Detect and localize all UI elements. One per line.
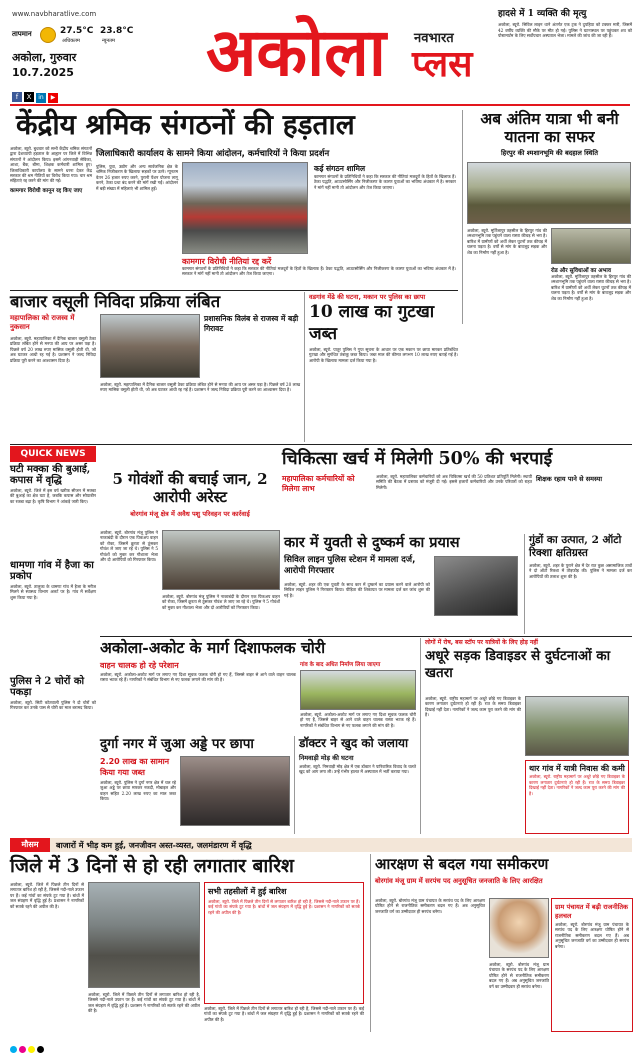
brief-headline: हादसे में 1 व्यक्ति की मृत्यु bbox=[498, 9, 587, 19]
sarpanch-body-2: अकोला, ब्यूरो. बोरगांव मंजू ग्राम पंचायत के सरपंच पद के लिए आरक्षण घोषित होने से राजनीतिक समीकरण बदल गए हैं। अब अनुसूचित जनजाति वर्ग का उम्मीदवार ही सरपंच बनेगा। bbox=[489, 962, 549, 989]
baarish-box-head: सभी तहसीलों में हुई बारिश bbox=[208, 887, 287, 896]
lead-subhead: जिलाधिकारी कार्यालय के सामने किया आंदोलन, कर्मचारियों ने किया प्रदर्शन bbox=[96, 149, 330, 159]
chikitsa-side-kicker: शिक्षक रहाय पाने से समस्या bbox=[536, 475, 603, 483]
masthead-rule bbox=[10, 104, 630, 106]
jua-headline: दुर्गा नगर में जुआ अड्डे पर छापा bbox=[100, 736, 254, 752]
issue-date: 10.7.2025 bbox=[12, 66, 74, 79]
brand-bottom: प्लस bbox=[412, 43, 473, 85]
doctor-body: अकोला, ब्यूरो. निमवाड़ी मोड़ क्षेत्र में एक डॉक्टर ने पारिवारिक विवाद के चलते खुद को आग लगा ली। उन्हें गंभीर हालत में अस्पताल में भर्ती कराया गया। bbox=[299, 764, 416, 775]
chikitsa-body: अकोला, ब्यूरो. महापालिका कर्मचारियों को अब चिकित्सा खर्च की 50 प्रतिशत प्रतिपूर्ति मिलेगी। स्थायी समिति की बैठक में प्रस्ताव को मंजूरी दी गई। इससे हजारों कर्मचारियों और उनके परिवारों को राहत मिलेगी। bbox=[376, 474, 532, 490]
baarish-body-2: अकोला, ब्यूरो. जिले में पिछले तीन दिनों से लगातार बारिश हो रही है, जिससे नदी-नाले उफान पर हैं। कई गांवों का संपर्क टूट गया है। बांधों में जल संग्रहण में वृद्धि हुई है। प्रशासन ने नागरिकों को सतर्क रहने की अपील की है। bbox=[88, 992, 200, 1014]
bazar-sub-kicker: प्रशासनिक विलंब से राजस्व में बड़ी गिरावट bbox=[204, 314, 299, 333]
baarish-body-3: अकोला, ब्यूरो. जिले में पिछले तीन दिनों से लगातार बारिश हो रही है, जिससे नदी-नाले उफान पर हैं। कई गांवों का संपर्क टूट गया है। बांधों में जल संग्रहण में वृद्धि हुई है। प्रशासन ने नागरिकों को सतर्क रहने की अपील की है। bbox=[204, 1006, 364, 1022]
gutkha-body: अकोला, ब्यूरो. पातूर पुलिस ने गुप्त सूचना के आधार पर एक मकान पर छापा मारकर प्रतिबंधित गुटखा और सुगंधित तंबाकू जब्त किया। जब्त माल की कीमत लगभग 10 लाख रुपए बताई गई है। आरोपी के खिलाफ मामला दर्ज किया गया है। bbox=[309, 347, 458, 363]
yatra-body: अकोला, ब्यूरो. मूर्तिजापुर तहसील के हिरपुर गांव की श्मशानभूमि तक पहुंचने वाला रास्ता कीचड़ से भरा है। बारिश में ग्रामीणों को अर्थी लेकर घुटनों तक कीचड़ में चलना पड़ता है। वर्षों से मांग के बावजूद सड़क और शेड का निर्माण नहीं हुआ है। bbox=[467, 228, 547, 255]
car-body: अकोला, ब्यूरो. शहर की एक युवती के साथ कार में दुष्कर्म का प्रयास करने वाले आरोपी को सिविल लाइन पुलिस ने गिरफ्तार किया। पीड़िता की शिकायत पर मामला दर्ज कर जांच शुरू की गई है। bbox=[284, 582, 430, 598]
yatra-photo bbox=[467, 162, 631, 224]
qn-headline-3: पुलिस ने 2 चोरों को पकड़ा bbox=[10, 676, 85, 698]
lead-story bbox=[10, 108, 458, 288]
sarpanch-box-body: अकोला, ब्यूरो. बोरगांव मंजू ग्राम पंचायत के सरपंच पद के लिए आरक्षण घोषित होने से राजनीतिक समीकरण बदल गए हैं। अब अनुसूचित जनजाति वर्ग का उम्मीदवार ही सरपंच बनेगा। bbox=[555, 922, 629, 949]
qn-headline-2: धामणा गांव में हैजा का प्रकोप bbox=[10, 560, 94, 582]
lead-photo-caption: कामगार विरोधी नीतियां रद्द करें bbox=[182, 257, 272, 266]
baarish-box-body: अकोला, ब्यूरो. जिले में पिछले तीन दिनों से लगातार बारिश हो रही है, जिससे नदी-नाले उफान पर हैं। कई गांवों का संपर्क टूट गया है। बांधों में जल संग्रहण में वृद्धि हुई है। प्रशासन ने नागरिकों को सतर्क रहने की अपील की है। bbox=[208, 899, 360, 915]
baarish-photo bbox=[88, 882, 200, 988]
gauvansh-story bbox=[100, 470, 280, 634]
youtube-icon[interactable]: ▶ bbox=[48, 93, 58, 103]
jua-body: अकोला, ब्यूरो. पुलिस ने दुर्गा नगर क्षेत्र में चल रहे जुआ अड्डे पर छापा मारकर नकदी, मोबाइल और वाहन सहित 2.20 लाख रुपए का माल जब्त किया। bbox=[100, 780, 176, 802]
bazar-photo bbox=[100, 314, 200, 378]
lead-body-right-top: कामगार संगठनों के प्रतिनिधियों ने कहा कि सरकार की नीतियां मजदूरों के हितों के खिलाफ हैं। ठेका पद्धति, आउटसोर्सिंग और निजीकरण के कारण युवाओं का भविष्य अंधकार में है। सरकार ने मांगें नहीं मानी तो आंदोलन और तेज किया जाएगा। bbox=[314, 174, 456, 190]
sarpanch-body: अकोला, ब्यूरो. बोरगांव मंजू ग्राम पंचायत के सरपंच पद के लिए आरक्षण घोषित होने से राजनीतिक समीकरण बदल गए हैं। अब अनुसूचित जनजाति वर्ग का उम्मीदवार ही सरपंच बनेगा। bbox=[375, 898, 485, 914]
sarpanch-kicker: बोरगांव मंजू ग्राम में सरपंच पद अनुसूचित जनजाति के लिए आरक्षित bbox=[375, 877, 543, 885]
sarpanch-box-red: ग्राम पंचायत में बढ़ी राजनीतिक हलचल bbox=[555, 903, 629, 920]
yatra-photo-small bbox=[551, 228, 631, 264]
divider-box bbox=[525, 760, 629, 834]
sarpanch-photo bbox=[489, 898, 549, 958]
baarish-strap-text: बाजारों में भीड़ कम हुई, जनजीवन अस्त-व्यस्त, जलमंडारण में वृद्धि bbox=[56, 841, 252, 850]
bazar-story bbox=[10, 292, 300, 442]
goonda-story bbox=[524, 534, 632, 634]
signboard-body-2: अकोला, ब्यूरो. अकोला-अकोट मार्ग पर लगाए गए दिशा सूचक फलक चोरी हो गए हैं, जिससे बाहर से आने वाले वाहन चालक रास्ता भटक रहे हैं। नागरिकों ने संबंधित विभाग से नए फलक लगाने की मांग की है। bbox=[300, 712, 416, 728]
lead-left-kicker: कामगार विरोधी कानून रद्द किए जाए bbox=[10, 187, 83, 194]
city-day: अकोला, गुरुवार bbox=[12, 51, 77, 64]
masthead-title: अकोला bbox=[205, 13, 387, 91]
quicknews-label: QUICK NEWS bbox=[10, 446, 96, 462]
baarish-tag: मौसम bbox=[10, 838, 50, 852]
doctor-story bbox=[294, 736, 416, 834]
rule-1 bbox=[10, 290, 458, 291]
bazar-kicker: महापालिका को राजस्व में नुकसान bbox=[10, 314, 75, 331]
baarish-box bbox=[204, 882, 364, 1004]
linkedin-icon[interactable]: in bbox=[36, 93, 46, 103]
temp-min: 23.8°C bbox=[100, 26, 134, 36]
divider-box-body: अकोला, ब्यूरो. राष्ट्रीय महामार्ग पर अधूरे छोड़े गए डिवाइडर के कारण लगातार दुर्घटनाएं हो रही हैं। रात के समय डिवाइडर दिखाई नहीं देता। नागरिकों ने जल्द काम पूरा करने की मांग की है। bbox=[529, 774, 625, 796]
baarish-story bbox=[10, 854, 364, 1032]
divider-box-head: थार गांव में यात्री निवास की कमी bbox=[529, 763, 625, 773]
qn-text-2: अकोला, ब्यूरो. तालुका के धामणा गांव में हैजा के मरीज मिलने से स्वास्थ्य विभाग अलर्ट पर है। गांव में सर्वेक्षण शुरू किया गया है। bbox=[10, 584, 96, 600]
gauvansh-kicker: बोरगांव मंजू क्षेत्र में अवैध पशु परिवहन पर कार्रवाई bbox=[130, 510, 250, 518]
signboard-story bbox=[100, 638, 416, 734]
sun-icon bbox=[40, 27, 56, 43]
facebook-icon[interactable]: f bbox=[12, 92, 22, 102]
lead-body-right: कामगार संगठनों के प्रतिनिधियों ने कहा कि सरकार की नीतियां मजदूरों के हितों के खिलाफ हैं। ठेका पद्धति, आउटसोर्सिंग और निजीकरण के कारण युवाओं का भविष्य अंधकार में है। सरकार ने मांगें नहीं मानी तो आंदोलन और तेज किया जाएगा। bbox=[182, 266, 456, 277]
divider-story bbox=[420, 638, 632, 834]
divider-body: अकोला, ब्यूरो. राष्ट्रीय महामार्ग पर अधूरे छोड़े गए डिवाइडर के कारण लगातार दुर्घटनाएं हो रही हैं। रात के समय डिवाइडर दिखाई नहीं देता। नागरिकों ने जल्द काम पूरा करने की मांग की है। bbox=[425, 696, 521, 718]
jua-kicker: 2.20 लाख का सामान किया गया जब्त bbox=[100, 757, 170, 777]
lead-photo bbox=[182, 162, 308, 254]
lead-body-left: अकोला, ब्यूरो. बुधवार को सभी केंद्रीय श्रमिक संगठनों द्वारा देशव्यापी हड़ताल के आह्वान पर जिले में विभिन्न संगठनों ने आंदोलन किया। इसमें आंगनवाड़ी सेविका, आशा, बैंक, बीमा, शिक्षक कर्मचारी शामिल हुए। जिलाधिकारी कार्यालय के सामने धरना देकर केंद्र सरकार की श्रम नीतियों का विरोध किया गया। चार श्रम संहिताएं रद्द करने की मांग की गई। bbox=[10, 146, 92, 184]
baarish-strap bbox=[10, 838, 632, 852]
yatra-side-kicker: रोड और सुविधाओं का अभाव bbox=[551, 268, 611, 274]
lead-body-mid: पुलिस, युवा, उद्योग और अन्य सार्वजनिक क्षेत्र के श्रमिक निजीकरण के खिलाफ सड़कों पर उतरे। न्यूनतम वेतन 26 हजार रुपए करने, पुरानी पेंशन योजना लागू करने, ठेका प्रथा बंद करने की मांगें रखी गईं। आंदोलन में बड़ी संख्या में महिलाएं भी शामिल हुईं। bbox=[96, 164, 178, 191]
signboard-red-kicker: गांव के बाद अधित निर्माण लिया जाएगा bbox=[300, 662, 381, 668]
jua-story bbox=[100, 736, 290, 834]
divider-kicker: लोगों में रोष, बस स्टॉप पर यात्रियों के लिए होड़ नहीं bbox=[425, 639, 538, 646]
site-url[interactable]: www.navbharatlive.com bbox=[12, 10, 97, 18]
divider-photo bbox=[525, 696, 629, 756]
registration-marks bbox=[10, 1038, 90, 1048]
sarpanch-box bbox=[551, 898, 633, 1032]
yatra-story bbox=[462, 110, 632, 324]
weather-label: तापमान bbox=[12, 30, 32, 38]
doctor-headline: डॉक्टर ने खुद को जलाया bbox=[299, 736, 409, 750]
temp-max-label: अधिकतम bbox=[62, 38, 80, 44]
lead-side-kicker: कई संगठन शामिल bbox=[314, 164, 366, 173]
qn-text-1: अकोला, ब्यूरो. जिले में इस वर्ष खरीफ सीजन में मक्का की बुआई का क्षेत्र घटा है, जबकि कपास और सोयाबीन का रकबा बढ़ा है। कृषि विभाग ने आंकड़े जारी किए। bbox=[10, 488, 96, 504]
temp-min-label: न्यूनतम bbox=[102, 38, 115, 44]
brand-top: नवभारत bbox=[414, 31, 454, 46]
baarish-body: अकोला, ब्यूरो. जिले में पिछले तीन दिनों से लगातार बारिश हो रही है, जिससे नदी-नाले उफान पर हैं। कई गांवों का संपर्क टूट गया है। बांधों में जल संग्रहण में वृद्धि हुई है। प्रशासन ने नागरिकों को सतर्क रहने की अपील की है। bbox=[10, 882, 84, 909]
temp-max: 27.5°C bbox=[60, 26, 94, 36]
jua-photo bbox=[180, 756, 290, 826]
car-photo bbox=[434, 556, 518, 616]
bazar-headline: बाजार वसूली निविदा प्रक्रिया लंबित bbox=[10, 292, 221, 311]
brief-accident bbox=[498, 10, 632, 102]
qn-text-3: अकोला, ब्यूरो. सिटी कोतवाली पुलिस ने दो चोरों को गिरफ्तार कर उनके पास से चोरी का माल बरामद किया। bbox=[10, 700, 96, 711]
goonda-body: अकोला, ब्यूरो. शहर के पुराने क्षेत्र में देर रात कुछ असामाजिक तत्वों ने दो ऑटो रिक्शा में तोड़फोड़ की। पुलिस ने मामला दर्ज कर आरोपियों की तलाश शुरू की है। bbox=[529, 563, 632, 579]
signboard-photo bbox=[300, 670, 416, 710]
qn-headline-1: घटी मक्का की बुआई, कपास में वृद्धि bbox=[10, 464, 91, 486]
lead-left-col bbox=[10, 146, 92, 288]
lead-headline: केंद्रीय श्रमिक संगठनों की हड़ताल bbox=[16, 108, 355, 141]
gutkha-story bbox=[304, 292, 458, 442]
signboard-kicker: वाहन चालक हो रहे परेशान bbox=[100, 661, 179, 670]
social-icons bbox=[12, 84, 72, 101]
signboard-headline: अकोला-अकोट के मार्ग दिशाफलक चोरी bbox=[100, 638, 326, 657]
gauvansh-body-2: अकोला, ब्यूरो. बोरगांव मंजू पुलिस ने नाकाबंदी के दौरान एक पिकअप वाहन को रोका, जिसमें क्रूरता से ठूंसकर गोवंश ले जाए जा रहे थे। पुलिस ने 5 गोवंशों को मुक्त कर गौशाला भेजा और दो आरोपियों को गिरफ्तार किया। bbox=[162, 594, 280, 610]
yatra-subhead: हिरपुर की श्मशानभूमि की बदहाल स्थिति bbox=[500, 149, 599, 157]
gauvansh-photo bbox=[162, 530, 280, 590]
divider-headline: अधूरे सड़क डिवाइडर से दुर्घटनाओं का खतरा bbox=[425, 648, 611, 681]
brief-body: अकोला, ब्यूरो. सिविल लाइन थाने अंतर्गत एक ट्रक ने दुपहिया को टक्कर मारी, जिसमें 42 वर्षीय व्यक्ति की मौके पर मौत हो गई। पुलिस ने घटनास्थल पर पहुंचकर शव को पोस्टमार्टम के लिए सर्वोपचार अस्पताल भेजा। मामले की जांच की जा रही है। bbox=[498, 22, 632, 39]
chikitsa-headline: चिकित्सा खर्च में मिलेगी 50% की भरपाई bbox=[282, 449, 553, 469]
gauvansh-body: अकोला, ब्यूरो. बोरगांव मंजू पुलिस ने नाकाबंदी के दौरान एक पिकअप वाहन को रोका, जिसमें क्रूरता से ठूंसकर गोवंश ले जाए जा रहे थे। पुलिस ने 5 गोवंशों को मुक्त कर गौशाला भेजा और दो आरोपियों को गिरफ्तार किया। bbox=[100, 530, 158, 563]
baarish-headline: जिले में 3 दिनों से हो रही लगातार बारिश bbox=[10, 855, 294, 877]
doctor-kicker: निमवाड़ी मोड़ की घटना bbox=[299, 754, 354, 762]
chikitsa-kicker: महापालिका कर्मचारियों को मिलेगा लाभ bbox=[282, 474, 355, 493]
yatra-body-2: अकोला, ब्यूरो. मूर्तिजापुर तहसील के हिरपुर गांव की श्मशानभूमि तक पहुंचने वाला रास्ता कीचड़ से भरा है। बारिश में ग्रामीणों को अर्थी लेकर घुटनों तक कीचड़ में चलना पड़ता है। वर्षों से मांग के बावजूद सड़क और शेड का निर्माण नहीं हुआ है। bbox=[551, 274, 631, 301]
bazar-body: अकोला, ब्यूरो. महापालिका में दैनिक बाजार वसूली ठेका प्रक्रिया लंबित होने से मनपा की आय पर असर पड़ा है। पिछले वर्ष 20 लाख रुपए मासिक वसूली होती थी, जो अब घटकर आधी रह गई है। प्रशासन ने जल्द निविदा प्रक्रिया पूरी करने का आश्वासन दिया है। bbox=[10, 336, 96, 363]
sarpanch-story bbox=[370, 854, 632, 1032]
gutkha-headline: 10 लाख का गुटखा जब्त bbox=[309, 302, 435, 344]
quicknews-column bbox=[10, 446, 96, 834]
x-icon[interactable]: X bbox=[24, 92, 34, 102]
chikitsa-story bbox=[282, 448, 632, 528]
weather-box bbox=[12, 26, 142, 46]
sarpanch-headline: आरक्षण से बदल गया समीकरण bbox=[375, 855, 549, 873]
goonda-headline: गुंडों का उत्पात, 2 ऑटो रिक्शा क्षतिग्रस्त bbox=[529, 534, 622, 559]
gutkha-kicker: वडगांव मेंढे की घटना, मकान पर पुलिस का छापा bbox=[309, 293, 426, 301]
car-story bbox=[284, 534, 520, 634]
bazar-body-2: अकोला, ब्यूरो. महापालिका में दैनिक बाजार वसूली ठेका प्रक्रिया लंबित होने से मनपा की आय पर असर पड़ा है। पिछले वर्ष 20 लाख रुपए मासिक वसूली होती थी, जो अब घटकर आधी रह गई है। प्रशासन ने जल्द निविदा प्रक्रिया पूरी करने का आश्वासन दिया है। bbox=[100, 382, 300, 393]
masthead bbox=[0, 0, 640, 104]
car-headline: कार में युवती से दुष्कर्म का प्रयास bbox=[284, 534, 460, 551]
gauvansh-headline: 5 गोवंशों की बचाई जान, 2 आरोपी अरेस्ट bbox=[112, 470, 268, 506]
rule-3 bbox=[100, 636, 632, 637]
car-kicker: सिविल लाइन पुलिस स्टेशन में मामला दर्ज, आरोपी गिरफ्तार bbox=[284, 555, 416, 576]
yatra-headline: अब अंतिम यात्रा भी बनी यातना का सफर bbox=[480, 109, 619, 146]
rule-2 bbox=[10, 444, 632, 445]
signboard-body: अकोला, ब्यूरो. अकोला-अकोट मार्ग पर लगाए गए दिशा सूचक फलक चोरी हो गए हैं, जिससे बाहर से आने वाले वाहन चालक रास्ता भटक रहे हैं। नागरिकों ने संबंधित विभाग से नए फलक लगाने की मांग की है। bbox=[100, 672, 296, 683]
